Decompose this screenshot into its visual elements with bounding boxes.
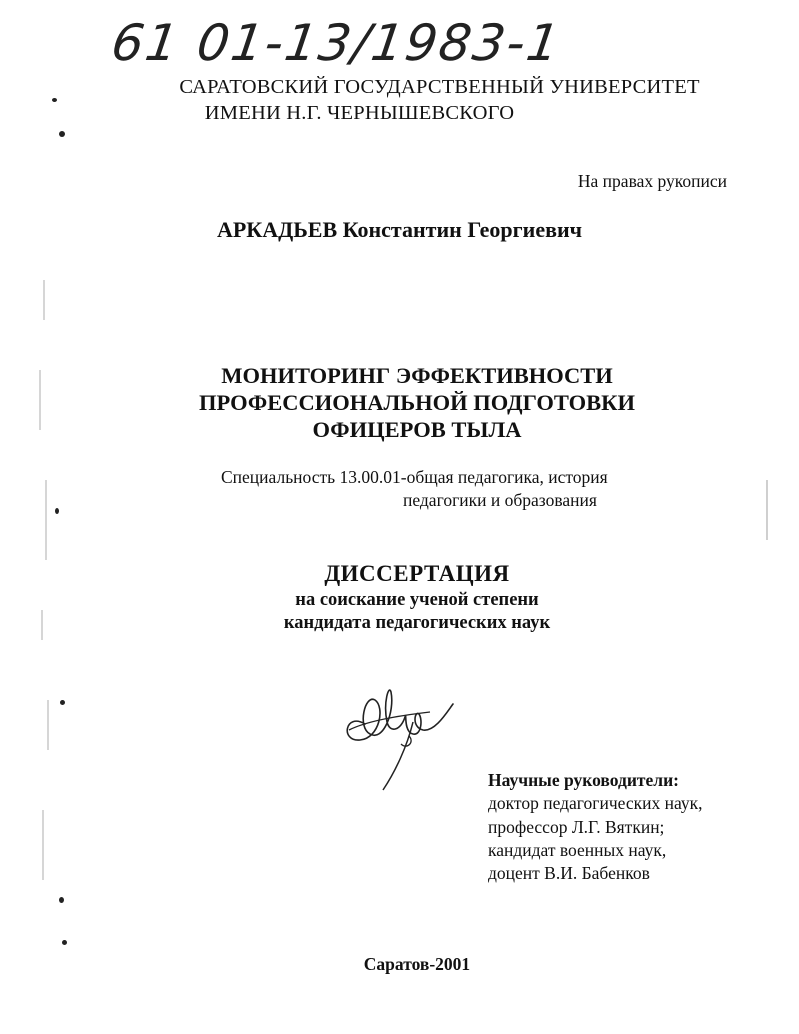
degree-line-1: на соискание ученой степени <box>295 590 539 610</box>
scan-speck <box>55 508 59 514</box>
city-and-year: Саратов-2001 <box>363 954 471 974</box>
title-line-2: ПРОФЕССИОНАЛЬНОЙ ПОДГОТОВКИ <box>199 390 635 415</box>
specialty-line-2: педагогики и образования <box>403 490 597 510</box>
scan-speck <box>62 940 67 945</box>
advisor-line: доцент В.И. Бабенков <box>488 863 650 884</box>
title-line-1: МОНИТОРИНГ ЭФФЕКТИВНОСТИ <box>221 363 613 388</box>
advisor-line: доктор педагогических наук, <box>488 793 703 814</box>
scan-edge-noise <box>34 280 52 900</box>
degree-line-2: кандидата педагогических наук <box>283 613 551 633</box>
advisors-header: Научные руководители: <box>488 770 680 790</box>
document-type-heading: ДИССЕРТАЦИЯ <box>324 561 510 586</box>
scan-speck <box>59 897 64 903</box>
scan-speck <box>52 98 57 102</box>
advisor-line: профессор Л.Г. Вяткин; <box>488 816 665 837</box>
university-name-line2: ИМЕНИ Н.Г. ЧЕРНЫШЕВСКОГО <box>204 102 515 124</box>
scan-speck <box>60 700 65 705</box>
scientific-advisors <box>488 769 702 885</box>
dissertation-title <box>0 362 799 443</box>
title-line-3: ОФИЦЕРОВ ТЫЛА <box>312 417 522 442</box>
scan-edge-noise <box>764 480 770 540</box>
advisor-line: кандидат военных наук, <box>488 839 667 860</box>
degree-statement <box>0 589 799 635</box>
author-name: АРКАДЬЕВ Константин Георгиевич <box>216 217 583 242</box>
manuscript-rights-note: На правах рукописи <box>577 171 727 191</box>
specialty-line-1: Специальность 13.00.01-общая педагогика, история <box>221 467 608 487</box>
signature-image <box>335 672 465 797</box>
scan-speck <box>59 131 65 137</box>
university-name-line1: САРАТОВСКИЙ ГОСУДАРСТВЕННЫЙ УНИВЕРСИТЕТ <box>179 76 700 98</box>
handwritten-catalog-code: 61 01-13/1983-1 <box>107 14 565 72</box>
